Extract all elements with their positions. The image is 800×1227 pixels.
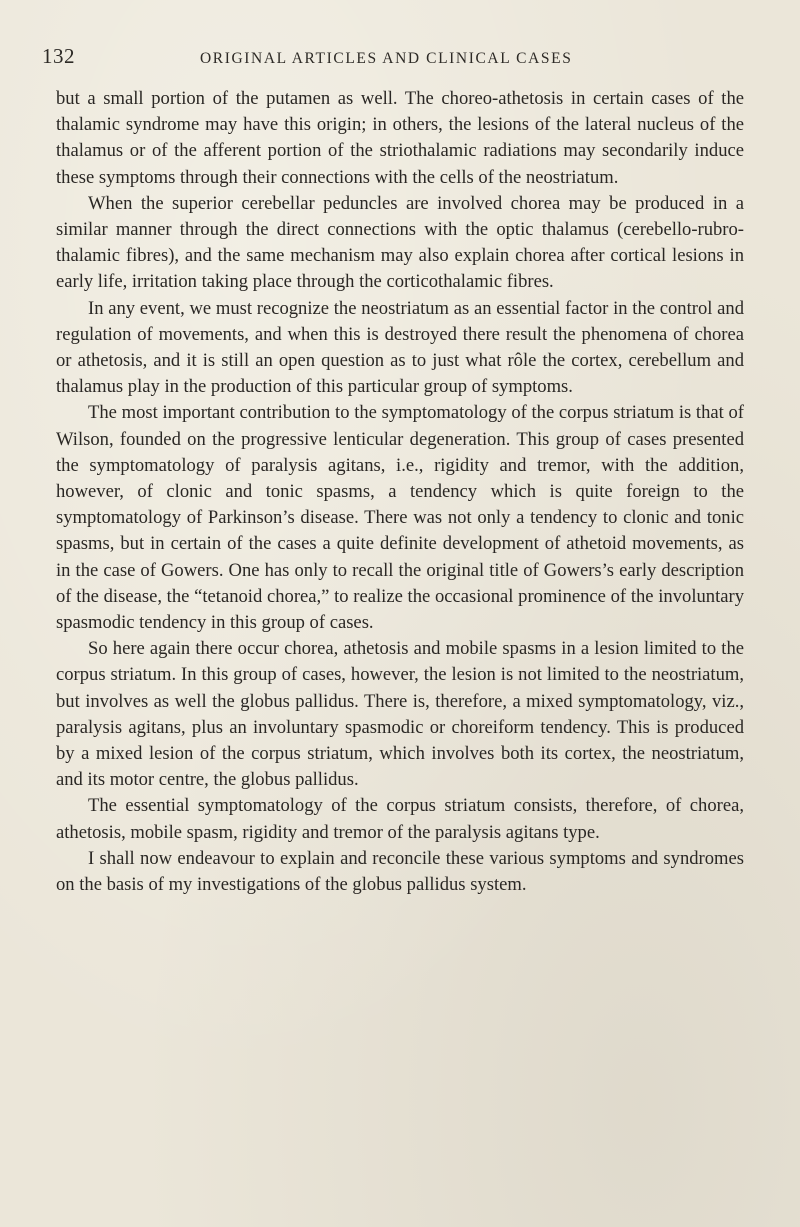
paragraph-neostriatum-factor: In any event, we must recognize the neostriatum as an essential factor in the control and regulation of movements, and when this is destroyed there result the phenomena of chorea or athetosis, and it is still an open question as to just what rôle the cortex, cerebellum and thalamus play in the production of this particular group of symptoms. [56, 297, 744, 398]
running-title: ORIGINAL ARTICLES AND CLINICAL CASES [200, 50, 573, 67]
page-number: 132 [42, 44, 75, 68]
paragraph-cerebellar-peduncles: When the superior cerebellar peduncles are involved chorea may be produced in a similar manner through the direct connections with the optic thalamus (cerebello-rubro-thalamic fibres), and the same mechanism may also explain chorea after cortical lesions in early life, irritation taking place through the corticothalamic fibres. [56, 192, 744, 293]
running-head [42, 44, 744, 76]
paragraph-wilson-contribution: The most important contribution to the symptomatology of the corpus striatum is that of Wilson, founded on the progressive lenticular degeneration. This group of cases presented the symptomatology of paralysis agitans, i.e., rigidity and tremor, with the addition, however, of clonic and tonic spasms, a tendency which is quite foreign to the symptomatology of Parkinson’s disease. There was not only a tendency to clonic and tonic spasms, but in certain of the cases a quite definite development of athetoid movements, as in the case of Gowers. One has only to recall the original title of Gowers’s early description of the disease, the “tetanoid chorea,” to realize the occasional prominence of the involuntary spasmodic tendency in this group of cases. [56, 402, 744, 634]
paragraph-globus-pallidus-intro: I shall now endeavour to explain and reconcile these various symptoms and syndromes on the basis of my investigations of the globus pallidus system. [56, 847, 744, 896]
paragraph-continuation: but a small portion of the putamen as well. The choreo-athetosis in certain cases of the thalamic syndrome may have this origin; in others, the lesions of the lateral nucleus of the thalamus or of the afferent portion of the striothalamic radiations may secondarily induce these symptoms through their connections with the cells of the neostriatum. [56, 88, 744, 188]
paragraph-mixed-lesion: So here again there occur chorea, athetosis and mobile spasms in a lesion limited to the corpus striatum. In this group of cases, however, the lesion is not limited to the neostriatum, but involves as well the globus pallidus. There is, therefore, a mixed symptomatology, viz., paralysis agitans, plus an involuntary spasmodic or choreiform tendency. This is produced by a mixed lesion of the corpus striatum, which involves both its cortex, the neostriatum, and its motor centre, the globus pallidus. [56, 638, 744, 791]
paragraph-essential-symptomatology: The essential symptomatology of the corpus striatum consists, therefore, of chorea, athetosis, mobile spasm, rigidity and tremor of the paralysis agitans type. [56, 795, 744, 843]
body-text [56, 86, 744, 898]
